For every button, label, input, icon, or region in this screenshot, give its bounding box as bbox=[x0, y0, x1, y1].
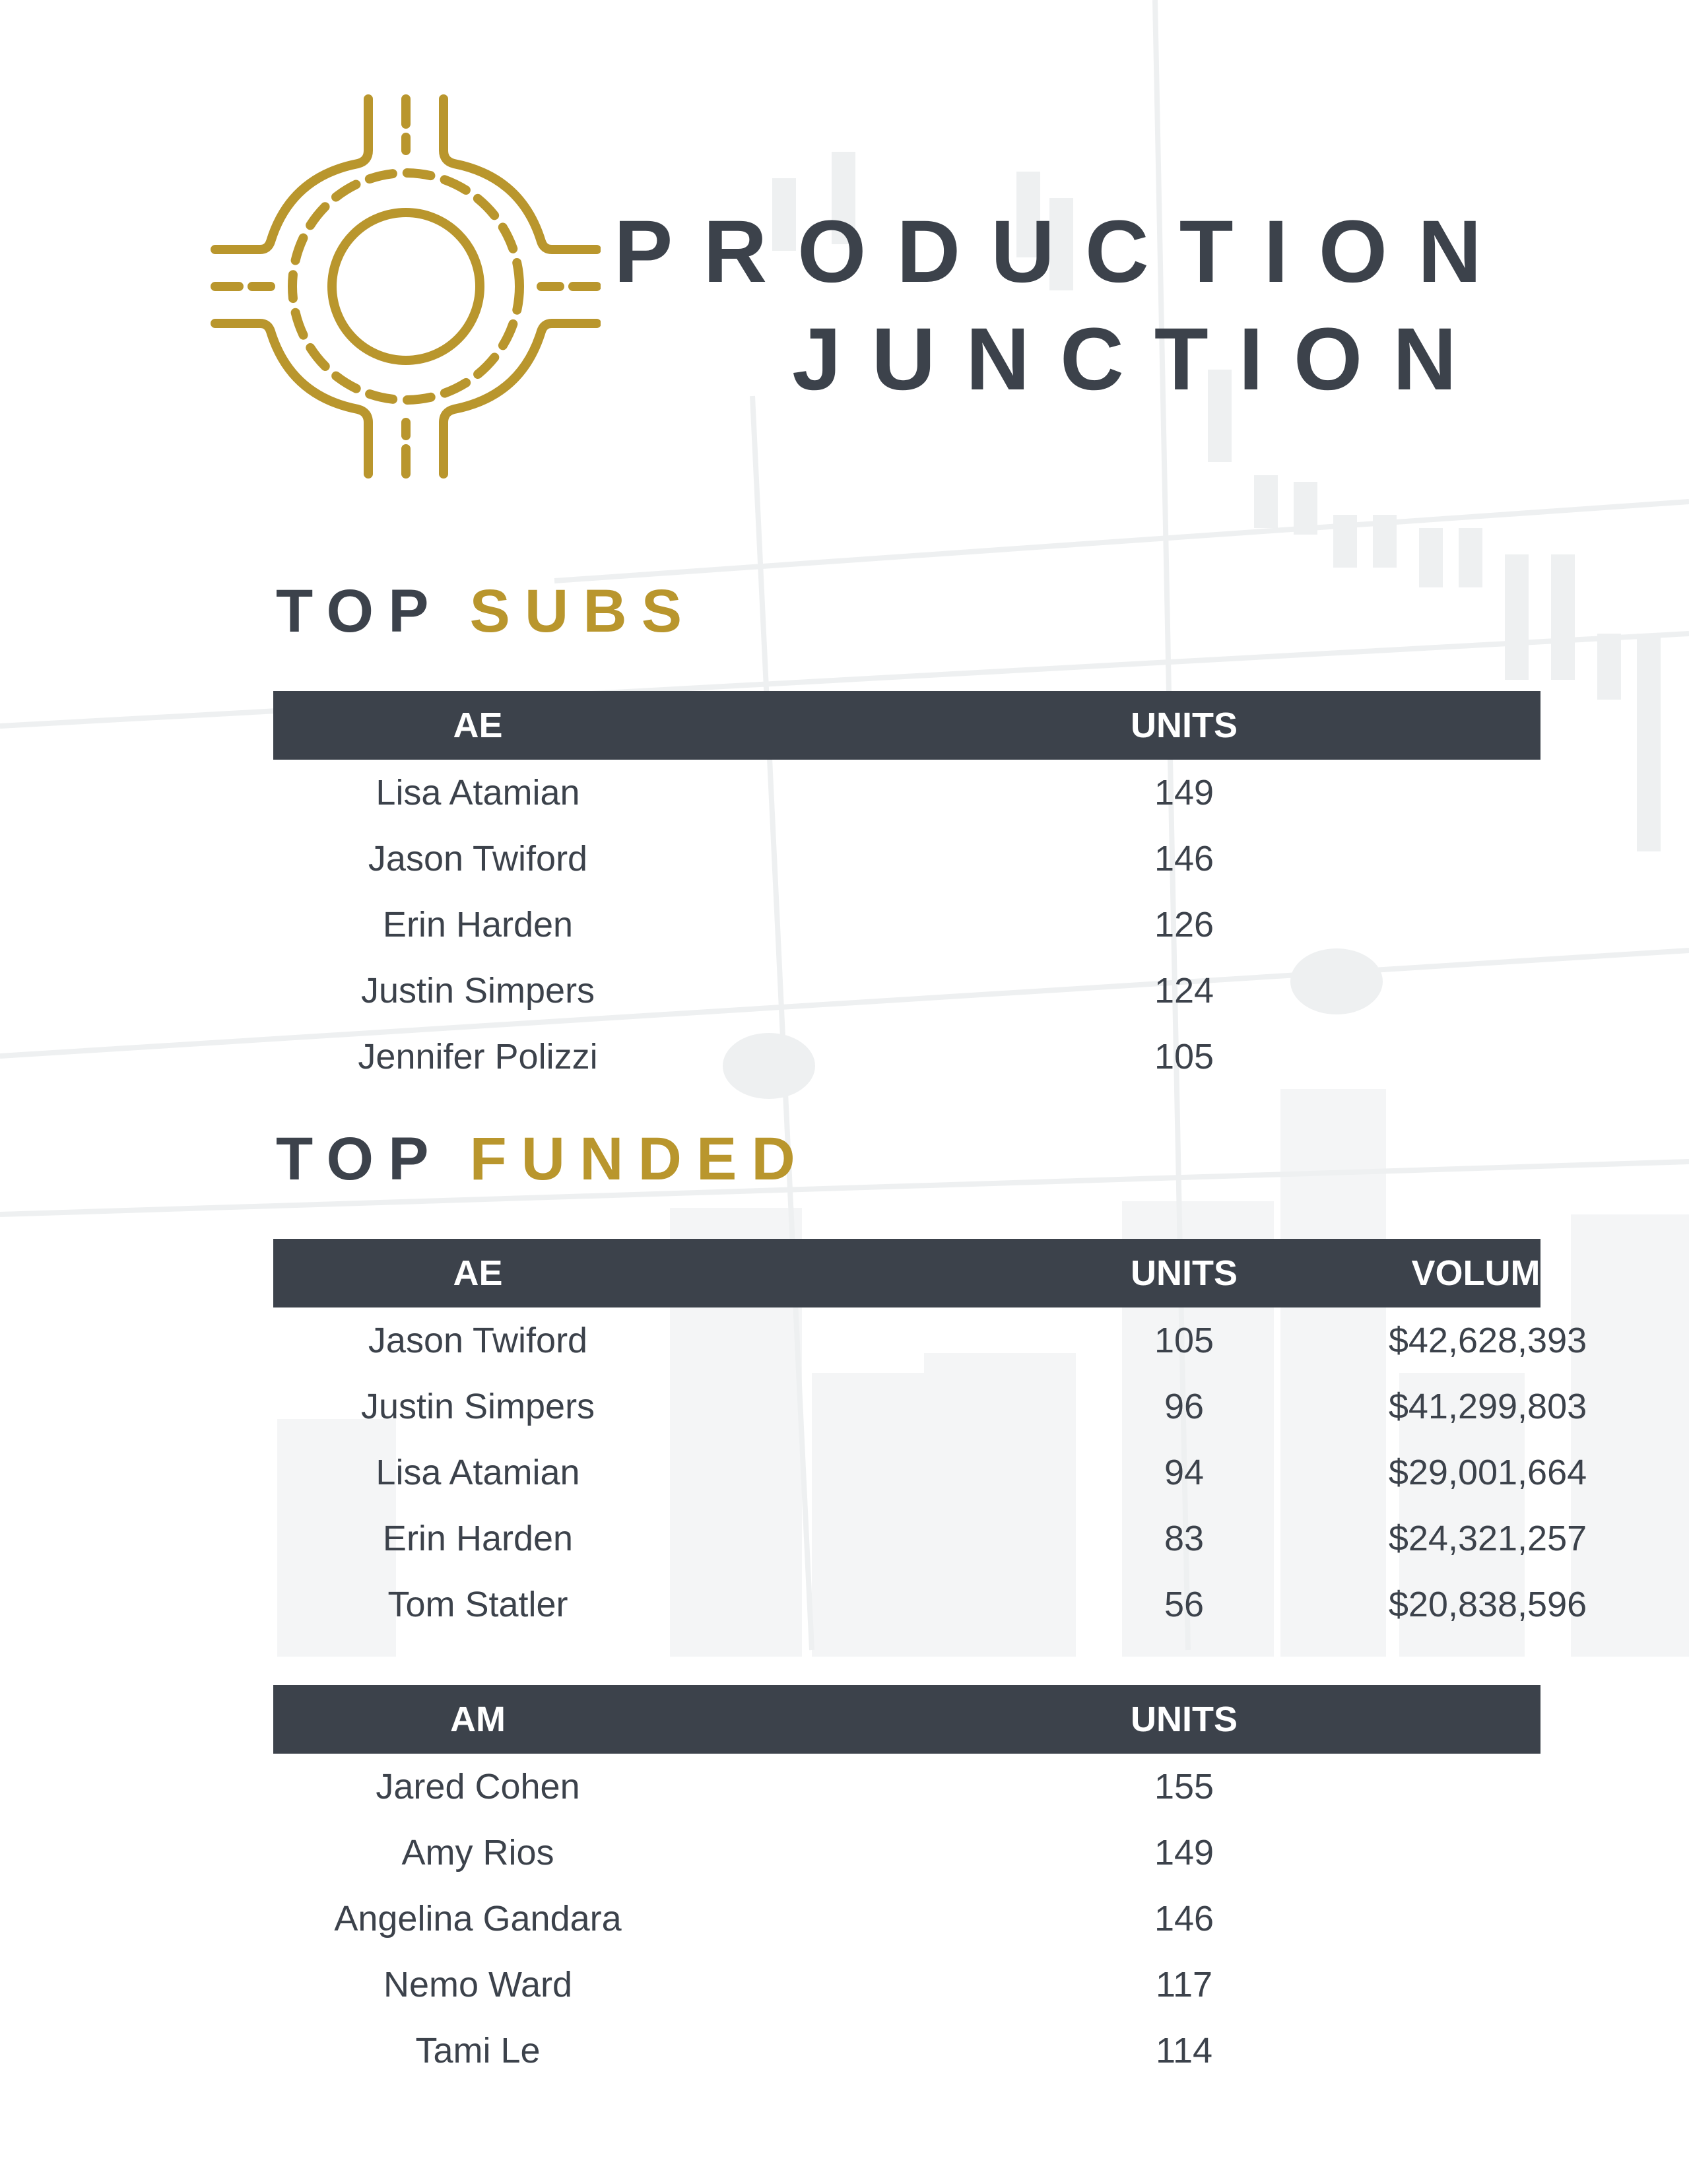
cell-name: Jason Twiford bbox=[368, 839, 588, 878]
cell-units: 94 bbox=[1164, 1453, 1205, 1492]
table-top-subs bbox=[273, 691, 1540, 1090]
table-header bbox=[273, 1239, 1564, 1307]
table-am bbox=[273, 1685, 1540, 2084]
cell-name: Justin Simpers bbox=[360, 971, 595, 1010]
cell-units: 149 bbox=[1154, 773, 1214, 812]
cell-units: 146 bbox=[1154, 839, 1214, 878]
table-row bbox=[273, 2018, 1540, 2084]
cell-name: Tami Le bbox=[415, 2031, 541, 2070]
cell-name: Nemo Ward bbox=[383, 1965, 573, 2004]
table-row bbox=[273, 1886, 1540, 1952]
cell-name: Lisa Atamian bbox=[376, 1453, 580, 1492]
table-row bbox=[273, 1439, 1587, 1506]
title-word-top: TOP bbox=[276, 578, 444, 645]
cell-name: Jared Cohen bbox=[376, 1767, 580, 1806]
cell-units: 149 bbox=[1154, 1833, 1214, 1872]
brand-title bbox=[0, 0, 1689, 462]
table-row bbox=[273, 1307, 1587, 1373]
cell-units: 146 bbox=[1154, 1899, 1214, 1938]
cell-units: 83 bbox=[1164, 1519, 1205, 1558]
cell-name: Angelina Gandara bbox=[334, 1899, 622, 1938]
header-volume: VOLUME bbox=[1411, 1253, 1564, 1293]
cell-units: 105 bbox=[1154, 1321, 1214, 1360]
table-header bbox=[273, 1685, 1540, 1754]
cell-units: 96 bbox=[1164, 1387, 1205, 1426]
table-row bbox=[273, 1024, 1540, 1090]
table-row bbox=[273, 1373, 1587, 1439]
cell-volume: $29,001,664 bbox=[1388, 1453, 1587, 1492]
table-row bbox=[273, 1820, 1540, 1886]
title-word-funded: FUNDED bbox=[469, 1125, 810, 1193]
title-word-top: TOP bbox=[276, 1125, 444, 1193]
table-row bbox=[273, 1754, 1540, 1820]
cell-name: Lisa Atamian bbox=[376, 773, 580, 812]
cell-units: 56 bbox=[1164, 1585, 1205, 1624]
cell-units: 126 bbox=[1154, 905, 1214, 944]
table-header bbox=[273, 691, 1540, 760]
section-title-top-funded bbox=[276, 1125, 810, 1193]
table-row bbox=[273, 826, 1540, 892]
brand-line-2: JUNCTION bbox=[792, 310, 1487, 409]
header-units: UNITS bbox=[1131, 706, 1238, 745]
table-row bbox=[273, 892, 1540, 958]
table-top-funded bbox=[273, 1239, 1587, 1638]
cell-volume: $20,838,596 bbox=[1388, 1585, 1587, 1624]
cell-units: 117 bbox=[1155, 1965, 1213, 2004]
cell-name: Jennifer Polizzi bbox=[358, 1037, 598, 1076]
cell-units: 124 bbox=[1154, 971, 1214, 1010]
cell-name: Erin Harden bbox=[382, 1519, 574, 1558]
title-word-subs: SUBS bbox=[469, 578, 697, 645]
table-row bbox=[273, 1506, 1587, 1572]
header-ae: AE bbox=[453, 706, 503, 745]
table-row bbox=[273, 958, 1540, 1024]
cell-name: Erin Harden bbox=[382, 905, 574, 944]
header-ae: AE bbox=[453, 1253, 503, 1293]
header-units: UNITS bbox=[1131, 1700, 1238, 1739]
table-row bbox=[273, 760, 1540, 826]
cell-volume: $42,628,393 bbox=[1388, 1321, 1587, 1360]
table-row bbox=[273, 1952, 1540, 2018]
table-row bbox=[273, 1572, 1587, 1638]
cell-units: 105 bbox=[1154, 1037, 1214, 1076]
header-units: UNITS bbox=[1131, 1253, 1238, 1293]
cell-units: 114 bbox=[1155, 2031, 1213, 2070]
header-am: AM bbox=[450, 1700, 506, 1739]
cell-units: 155 bbox=[1154, 1767, 1214, 1806]
cell-volume: $24,321,257 bbox=[1388, 1519, 1587, 1558]
cell-name: Tom Statler bbox=[387, 1585, 568, 1624]
cell-volume: $41,299,803 bbox=[1388, 1387, 1587, 1426]
section-title-top-subs bbox=[276, 578, 697, 645]
cell-name: Jason Twiford bbox=[368, 1321, 588, 1360]
brand-line-1: PRODUCTION bbox=[614, 203, 1512, 301]
cell-name: Amy Rios bbox=[401, 1833, 554, 1872]
cell-name: Justin Simpers bbox=[360, 1387, 595, 1426]
